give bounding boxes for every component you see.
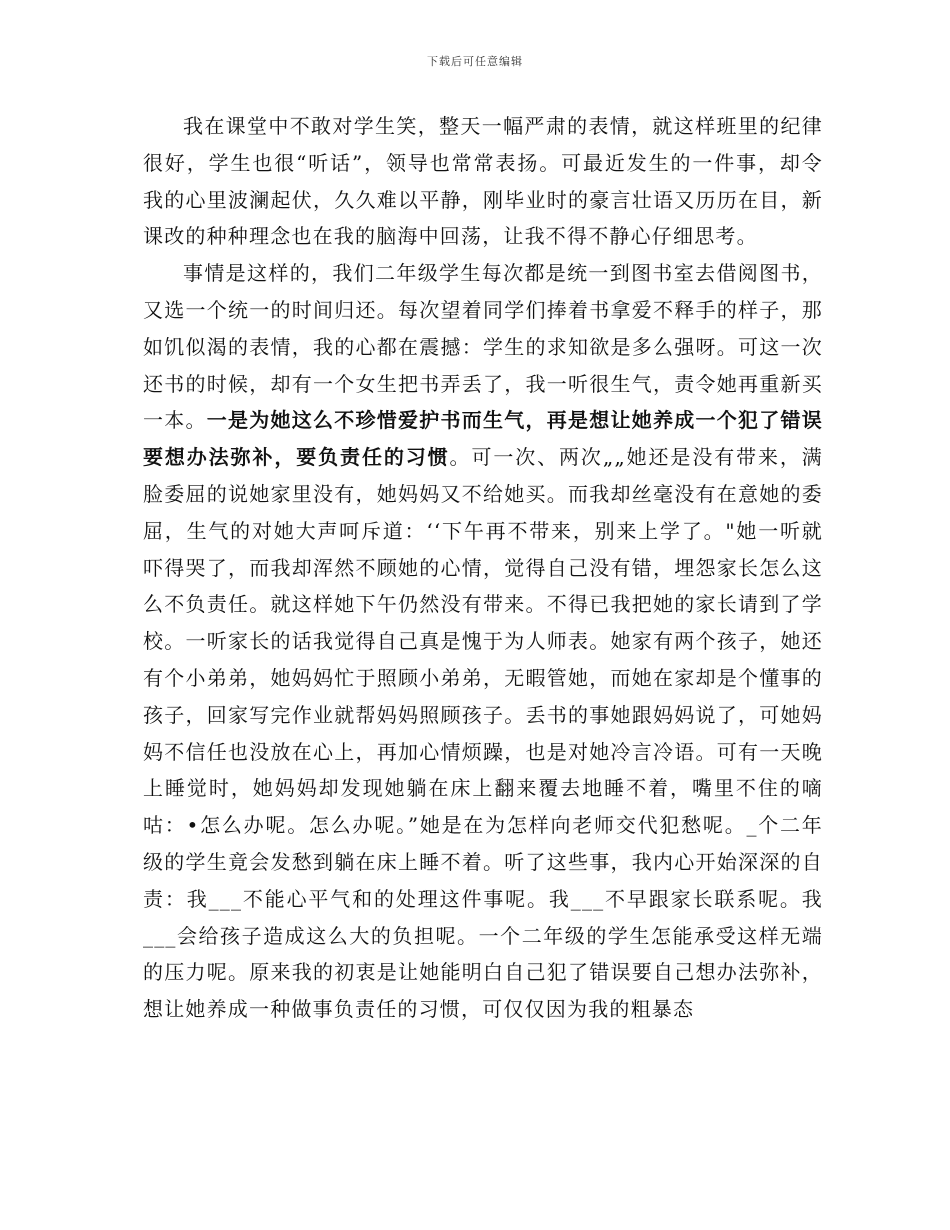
paragraph-2 bbox=[143, 255, 823, 1028]
paragraph-2-bold-text: 一是为她这么不珍惜爱护书而生气，再是想让她养成一个犯了错误要想办法弥补，要负责任的习惯 bbox=[143, 408, 823, 470]
page-header: 下载后可任意编辑 bbox=[427, 55, 523, 68]
paragraph-2-text-start: 事情是这样的，我们二年级学生每次都是统一到图书室去借阅图书，又选一个统一的时间归还。每次望着同学们捧着书拿爱不释手的样子，那如饥似渴的表情，我的心都在震撼：学生的求知欲是多么强呀。可这一次还书的时候，却有一个女生把书弄丢了，我一听很生气，责令她再重新买一本。 bbox=[143, 261, 823, 433]
document-body bbox=[143, 108, 823, 1028]
paragraph-2-text-end: 。可一次、两次„„她还是没有带来，满脸委屈的说她家里没有，她妈妈又不给她买。而我却丝毫没有在意她的委屈，生气的对她大声呵斥道：‘‘下午再不带来，别来上学了。"她一听就吓得哭了，而我却浑然不顾她的心情，觉得自己没有错，埋怨家长怎么这么不负责任。就这样她下午仍然没有带来。不得已我把她的家长请到了学校。一听家长的话我觉得自己真是愧于为人师表。她家有两个孩子，她还有个小弟弟，她妈妈忙于照顾小弟弟，无暇管她，而她在家却是个懂事的孩子，回家写完作业就帮妈妈照顾孩子。丢书的事她跟妈妈说了，可她妈妈不信任也没放在心上，再加心情烦躁，也是对她冷言冷语。可有一天晚上睡觉时，她妈妈却发现她躺在床上翻来覆去地睡不着，嘴里不住的嘀咕：•怎么办呢。怎么办呢。”她是在为怎样向老师交代犯愁呢。_个二年级的学生竟会发愁到躺在床上睡不着。听了这些事，我内心开始深深的自责：我___不能心平气和的处理这件事呢。我___不早跟家长联系呢。我___会给孩子造成这么大的负担呢。一个二年级的学生怎能承受这样无端的压力呢。原来我的初衷是让她能明白自己犯了错误要自己想办法弥补，想让她养成一种做事负责任的习惯，可仅仅因为我的粗暴态 bbox=[143, 445, 823, 1022]
paragraph-1: 我在课堂中不敢对学生笑，整天一幅严肃的表情，就这样班里的纪律很好，学生也很“听话”，领导也常常表扬。可最近发生的一件事，却令我的心里波澜起伏，久久难以平静，刚毕业时的豪言壮语又历历在目，新课改的种种理念也在我的脑海中回荡，让我不得不静心仔细思考。 bbox=[143, 114, 823, 249]
